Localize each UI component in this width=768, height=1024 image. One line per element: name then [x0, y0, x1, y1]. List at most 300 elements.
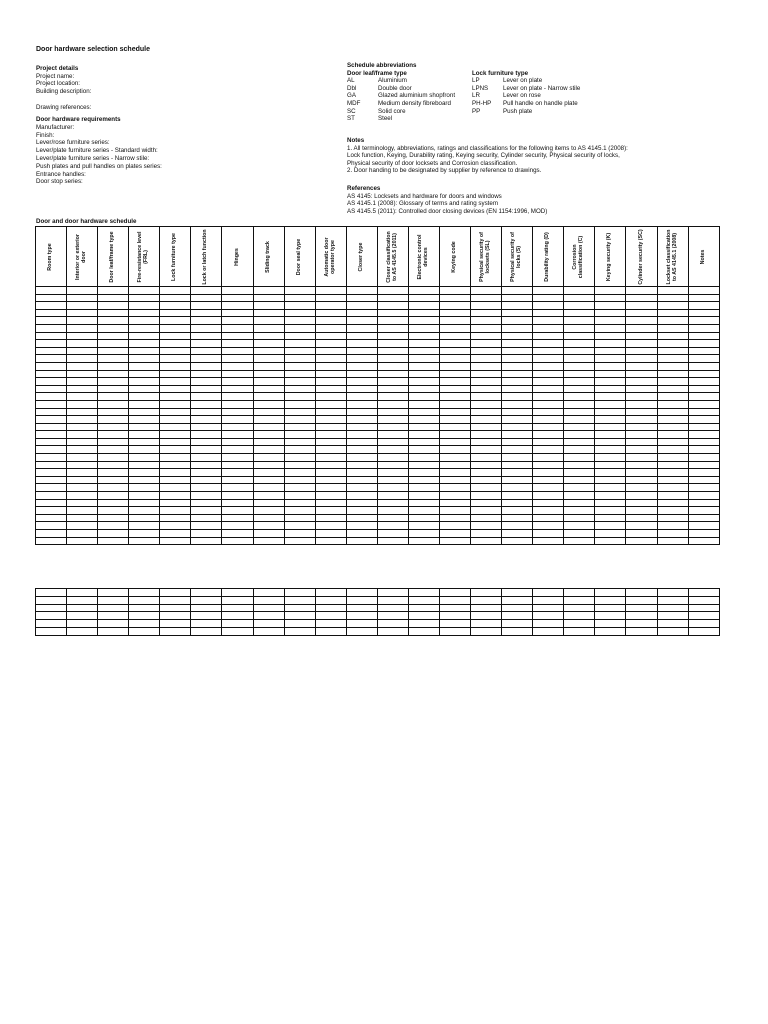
table-cell[interactable]	[440, 294, 471, 302]
table-cell[interactable]	[222, 324, 253, 332]
table-cell[interactable]	[222, 537, 253, 545]
table-cell[interactable]	[253, 514, 284, 522]
table-cell[interactable]	[98, 423, 129, 431]
table-cell[interactable]	[346, 287, 377, 295]
table-cell[interactable]	[688, 537, 719, 545]
table-cell[interactable]	[533, 400, 564, 408]
table-cell[interactable]	[67, 537, 98, 545]
table-cell[interactable]	[564, 596, 595, 604]
table-cell[interactable]	[657, 507, 688, 515]
table-cell[interactable]	[67, 446, 98, 454]
table-cell[interactable]	[533, 604, 564, 612]
table-cell[interactable]	[253, 287, 284, 295]
table-cell[interactable]	[657, 484, 688, 492]
table-cell[interactable]	[98, 408, 129, 416]
table-cell[interactable]	[688, 454, 719, 462]
table-cell[interactable]	[67, 370, 98, 378]
table-cell[interactable]	[377, 627, 408, 635]
table-cell[interactable]	[471, 370, 502, 378]
table-cell[interactable]	[346, 499, 377, 507]
table-cell[interactable]	[315, 332, 346, 340]
table-cell[interactable]	[67, 362, 98, 370]
table-cell[interactable]	[626, 400, 657, 408]
table-cell[interactable]	[595, 612, 626, 620]
table-cell[interactable]	[502, 514, 533, 522]
table-cell[interactable]	[191, 370, 222, 378]
table-cell[interactable]	[36, 423, 67, 431]
table-cell[interactable]	[98, 461, 129, 469]
table-cell[interactable]	[222, 438, 253, 446]
table-cell[interactable]	[440, 627, 471, 635]
table-cell[interactable]	[595, 347, 626, 355]
table-cell[interactable]	[564, 416, 595, 424]
table-cell[interactable]	[98, 446, 129, 454]
table-cell[interactable]	[67, 589, 98, 597]
table-cell[interactable]	[564, 492, 595, 500]
table-cell[interactable]	[191, 454, 222, 462]
table-cell[interactable]	[564, 332, 595, 340]
table-cell[interactable]	[36, 514, 67, 522]
table-cell[interactable]	[440, 302, 471, 310]
table-cell[interactable]	[284, 627, 315, 635]
table-cell[interactable]	[36, 294, 67, 302]
table-cell[interactable]	[191, 507, 222, 515]
table-cell[interactable]	[440, 484, 471, 492]
table-cell[interactable]	[222, 347, 253, 355]
table-cell[interactable]	[440, 385, 471, 393]
table-cell[interactable]	[160, 400, 191, 408]
table-cell[interactable]	[502, 416, 533, 424]
table-cell[interactable]	[346, 416, 377, 424]
table-cell[interactable]	[595, 492, 626, 500]
table-cell[interactable]	[688, 461, 719, 469]
table-cell[interactable]	[471, 620, 502, 628]
table-cell[interactable]	[315, 604, 346, 612]
table-cell[interactable]	[284, 530, 315, 538]
table-cell[interactable]	[222, 476, 253, 484]
table-cell[interactable]	[222, 446, 253, 454]
table-cell[interactable]	[440, 408, 471, 416]
table-cell[interactable]	[377, 324, 408, 332]
table-cell[interactable]	[440, 370, 471, 378]
table-cell[interactable]	[377, 438, 408, 446]
table-cell[interactable]	[346, 492, 377, 500]
table-cell[interactable]	[471, 400, 502, 408]
table-cell[interactable]	[315, 612, 346, 620]
table-cell[interactable]	[160, 530, 191, 538]
table-cell[interactable]	[626, 385, 657, 393]
table-cell[interactable]	[129, 446, 160, 454]
table-cell[interactable]	[377, 484, 408, 492]
table-cell[interactable]	[191, 514, 222, 522]
table-cell[interactable]	[253, 370, 284, 378]
table-cell[interactable]	[626, 378, 657, 386]
table-cell[interactable]	[595, 332, 626, 340]
table-cell[interactable]	[191, 492, 222, 500]
table-cell[interactable]	[533, 431, 564, 439]
table-cell[interactable]	[315, 484, 346, 492]
table-cell[interactable]	[502, 537, 533, 545]
table-cell[interactable]	[564, 431, 595, 439]
table-cell[interactable]	[284, 612, 315, 620]
table-cell[interactable]	[191, 589, 222, 597]
table-cell[interactable]	[284, 355, 315, 363]
table-cell[interactable]	[408, 362, 439, 370]
table-cell[interactable]	[98, 499, 129, 507]
table-cell[interactable]	[346, 393, 377, 401]
table-cell[interactable]	[533, 393, 564, 401]
table-cell[interactable]	[36, 507, 67, 515]
table-cell[interactable]	[533, 385, 564, 393]
table-cell[interactable]	[129, 423, 160, 431]
table-cell[interactable]	[440, 461, 471, 469]
table-cell[interactable]	[471, 522, 502, 530]
table-cell[interactable]	[595, 499, 626, 507]
table-cell[interactable]	[67, 612, 98, 620]
table-cell[interactable]	[564, 446, 595, 454]
table-cell[interactable]	[36, 287, 67, 295]
table-cell[interactable]	[533, 294, 564, 302]
table-cell[interactable]	[36, 454, 67, 462]
table-cell[interactable]	[502, 492, 533, 500]
table-cell[interactable]	[98, 393, 129, 401]
table-cell[interactable]	[595, 302, 626, 310]
table-cell[interactable]	[315, 362, 346, 370]
table-cell[interactable]	[471, 537, 502, 545]
table-cell[interactable]	[315, 340, 346, 348]
table-cell[interactable]	[67, 332, 98, 340]
table-cell[interactable]	[253, 340, 284, 348]
table-cell[interactable]	[688, 507, 719, 515]
table-cell[interactable]	[284, 484, 315, 492]
table-cell[interactable]	[98, 589, 129, 597]
table-cell[interactable]	[408, 385, 439, 393]
table-cell[interactable]	[346, 302, 377, 310]
table-cell[interactable]	[564, 408, 595, 416]
table-cell[interactable]	[284, 362, 315, 370]
table-cell[interactable]	[191, 530, 222, 538]
table-cell[interactable]	[408, 393, 439, 401]
table-cell[interactable]	[440, 492, 471, 500]
table-cell[interactable]	[377, 400, 408, 408]
table-cell[interactable]	[129, 484, 160, 492]
table-cell[interactable]	[36, 370, 67, 378]
table-cell[interactable]	[533, 446, 564, 454]
table-cell[interactable]	[564, 522, 595, 530]
table-cell[interactable]	[626, 492, 657, 500]
table-cell[interactable]	[129, 589, 160, 597]
table-cell[interactable]	[408, 627, 439, 635]
table-cell[interactable]	[36, 530, 67, 538]
table-cell[interactable]	[377, 446, 408, 454]
table-cell[interactable]	[626, 461, 657, 469]
table-cell[interactable]	[626, 484, 657, 492]
table-cell[interactable]	[564, 604, 595, 612]
table-cell[interactable]	[284, 620, 315, 628]
table-cell[interactable]	[284, 514, 315, 522]
table-cell[interactable]	[222, 589, 253, 597]
table-cell[interactable]	[688, 378, 719, 386]
table-cell[interactable]	[160, 370, 191, 378]
table-cell[interactable]	[284, 294, 315, 302]
table-cell[interactable]	[688, 362, 719, 370]
table-cell[interactable]	[377, 362, 408, 370]
table-cell[interactable]	[377, 302, 408, 310]
table-cell[interactable]	[595, 589, 626, 597]
table-cell[interactable]	[502, 362, 533, 370]
table-cell[interactable]	[408, 530, 439, 538]
table-cell[interactable]	[129, 438, 160, 446]
table-cell[interactable]	[564, 476, 595, 484]
table-cell[interactable]	[129, 370, 160, 378]
table-cell[interactable]	[98, 522, 129, 530]
table-cell[interactable]	[346, 446, 377, 454]
table-cell[interactable]	[533, 469, 564, 477]
table-cell[interactable]	[408, 454, 439, 462]
table-cell[interactable]	[222, 287, 253, 295]
table-cell[interactable]	[626, 362, 657, 370]
table-cell[interactable]	[564, 294, 595, 302]
table-cell[interactable]	[67, 627, 98, 635]
table-cell[interactable]	[595, 507, 626, 515]
table-cell[interactable]	[408, 492, 439, 500]
table-cell[interactable]	[284, 317, 315, 325]
table-cell[interactable]	[408, 317, 439, 325]
table-cell[interactable]	[222, 393, 253, 401]
table-cell[interactable]	[67, 461, 98, 469]
table-cell[interactable]	[67, 454, 98, 462]
table-cell[interactable]	[471, 438, 502, 446]
table-cell[interactable]	[253, 378, 284, 386]
table-cell[interactable]	[471, 317, 502, 325]
table-cell[interactable]	[222, 492, 253, 500]
table-cell[interactable]	[191, 596, 222, 604]
table-cell[interactable]	[315, 514, 346, 522]
table-cell[interactable]	[657, 340, 688, 348]
table-cell[interactable]	[191, 461, 222, 469]
table-cell[interactable]	[160, 604, 191, 612]
table-cell[interactable]	[688, 499, 719, 507]
table-cell[interactable]	[284, 469, 315, 477]
table-cell[interactable]	[67, 416, 98, 424]
table-cell[interactable]	[471, 627, 502, 635]
table-cell[interactable]	[315, 530, 346, 538]
table-cell[interactable]	[626, 416, 657, 424]
table-cell[interactable]	[253, 362, 284, 370]
table-cell[interactable]	[284, 347, 315, 355]
table-cell[interactable]	[160, 378, 191, 386]
table-cell[interactable]	[377, 385, 408, 393]
table-cell[interactable]	[533, 355, 564, 363]
table-cell[interactable]	[222, 378, 253, 386]
table-cell[interactable]	[533, 340, 564, 348]
table-cell[interactable]	[129, 499, 160, 507]
table-cell[interactable]	[346, 454, 377, 462]
table-cell[interactable]	[408, 340, 439, 348]
table-cell[interactable]	[253, 537, 284, 545]
table-cell[interactable]	[36, 476, 67, 484]
table-cell[interactable]	[346, 332, 377, 340]
table-cell[interactable]	[688, 446, 719, 454]
table-cell[interactable]	[67, 492, 98, 500]
table-cell[interactable]	[471, 287, 502, 295]
table-cell[interactable]	[253, 604, 284, 612]
table-cell[interactable]	[67, 530, 98, 538]
table-cell[interactable]	[688, 317, 719, 325]
table-cell[interactable]	[191, 537, 222, 545]
table-cell[interactable]	[191, 347, 222, 355]
table-cell[interactable]	[160, 317, 191, 325]
table-cell[interactable]	[657, 537, 688, 545]
table-cell[interactable]	[564, 514, 595, 522]
table-cell[interactable]	[36, 324, 67, 332]
table-cell[interactable]	[129, 400, 160, 408]
table-cell[interactable]	[346, 507, 377, 515]
table-cell[interactable]	[657, 620, 688, 628]
table-cell[interactable]	[253, 476, 284, 484]
table-cell[interactable]	[657, 522, 688, 530]
table-cell[interactable]	[129, 416, 160, 424]
table-cell[interactable]	[222, 385, 253, 393]
table-cell[interactable]	[440, 287, 471, 295]
table-cell[interactable]	[377, 499, 408, 507]
table-cell[interactable]	[36, 461, 67, 469]
table-cell[interactable]	[67, 294, 98, 302]
table-cell[interactable]	[191, 324, 222, 332]
table-cell[interactable]	[533, 347, 564, 355]
table-cell[interactable]	[377, 370, 408, 378]
table-cell[interactable]	[657, 589, 688, 597]
table-cell[interactable]	[67, 309, 98, 317]
table-cell[interactable]	[408, 612, 439, 620]
table-cell[interactable]	[657, 324, 688, 332]
table-cell[interactable]	[160, 431, 191, 439]
table-cell[interactable]	[346, 514, 377, 522]
table-cell[interactable]	[502, 522, 533, 530]
table-cell[interactable]	[160, 612, 191, 620]
table-cell[interactable]	[408, 461, 439, 469]
table-cell[interactable]	[222, 416, 253, 424]
table-cell[interactable]	[98, 355, 129, 363]
table-cell[interactable]	[160, 522, 191, 530]
table-cell[interactable]	[222, 612, 253, 620]
table-cell[interactable]	[67, 400, 98, 408]
table-cell[interactable]	[315, 596, 346, 604]
table-cell[interactable]	[626, 620, 657, 628]
table-cell[interactable]	[533, 612, 564, 620]
table-cell[interactable]	[315, 378, 346, 386]
table-cell[interactable]	[315, 416, 346, 424]
table-cell[interactable]	[222, 484, 253, 492]
table-cell[interactable]	[284, 454, 315, 462]
table-cell[interactable]	[160, 347, 191, 355]
table-cell[interactable]	[191, 627, 222, 635]
table-cell[interactable]	[564, 499, 595, 507]
table-cell[interactable]	[688, 530, 719, 538]
table-cell[interactable]	[253, 393, 284, 401]
table-cell[interactable]	[471, 454, 502, 462]
table-cell[interactable]	[440, 514, 471, 522]
table-cell[interactable]	[36, 378, 67, 386]
table-cell[interactable]	[657, 385, 688, 393]
table-cell[interactable]	[408, 484, 439, 492]
table-cell[interactable]	[471, 604, 502, 612]
table-cell[interactable]	[284, 423, 315, 431]
table-cell[interactable]	[315, 537, 346, 545]
table-cell[interactable]	[626, 514, 657, 522]
table-cell[interactable]	[440, 332, 471, 340]
table-cell[interactable]	[36, 347, 67, 355]
table-cell[interactable]	[284, 596, 315, 604]
table-cell[interactable]	[408, 507, 439, 515]
table-cell[interactable]	[688, 370, 719, 378]
table-cell[interactable]	[253, 332, 284, 340]
table-cell[interactable]	[471, 416, 502, 424]
table-cell[interactable]	[98, 317, 129, 325]
table-cell[interactable]	[502, 302, 533, 310]
table-cell[interactable]	[98, 332, 129, 340]
table-cell[interactable]	[377, 347, 408, 355]
table-cell[interactable]	[98, 302, 129, 310]
table-cell[interactable]	[595, 355, 626, 363]
table-cell[interactable]	[440, 340, 471, 348]
table-cell[interactable]	[377, 416, 408, 424]
table-cell[interactable]	[440, 347, 471, 355]
table-cell[interactable]	[688, 393, 719, 401]
table-cell[interactable]	[626, 537, 657, 545]
table-cell[interactable]	[315, 324, 346, 332]
table-cell[interactable]	[377, 317, 408, 325]
table-cell[interactable]	[315, 499, 346, 507]
table-cell[interactable]	[471, 340, 502, 348]
table-cell[interactable]	[377, 469, 408, 477]
table-cell[interactable]	[222, 507, 253, 515]
table-cell[interactable]	[533, 324, 564, 332]
table-cell[interactable]	[440, 469, 471, 477]
table-cell[interactable]	[564, 340, 595, 348]
table-cell[interactable]	[315, 627, 346, 635]
table-cell[interactable]	[346, 378, 377, 386]
table-cell[interactable]	[688, 627, 719, 635]
table-cell[interactable]	[284, 393, 315, 401]
table-cell[interactable]	[160, 393, 191, 401]
table-cell[interactable]	[471, 596, 502, 604]
table-cell[interactable]	[626, 499, 657, 507]
table-cell[interactable]	[564, 309, 595, 317]
table-cell[interactable]	[688, 302, 719, 310]
table-cell[interactable]	[129, 620, 160, 628]
table-cell[interactable]	[222, 469, 253, 477]
table-cell[interactable]	[67, 340, 98, 348]
table-cell[interactable]	[471, 378, 502, 386]
table-cell[interactable]	[222, 431, 253, 439]
table-cell[interactable]	[315, 385, 346, 393]
table-cell[interactable]	[98, 507, 129, 515]
table-cell[interactable]	[471, 332, 502, 340]
table-cell[interactable]	[253, 355, 284, 363]
table-cell[interactable]	[595, 620, 626, 628]
table-cell[interactable]	[36, 317, 67, 325]
table-cell[interactable]	[688, 492, 719, 500]
table-cell[interactable]	[688, 340, 719, 348]
table-cell[interactable]	[440, 612, 471, 620]
table-cell[interactable]	[346, 461, 377, 469]
table-cell[interactable]	[626, 530, 657, 538]
table-cell[interactable]	[222, 309, 253, 317]
table-cell[interactable]	[502, 612, 533, 620]
table-cell[interactable]	[253, 530, 284, 538]
table-cell[interactable]	[626, 596, 657, 604]
